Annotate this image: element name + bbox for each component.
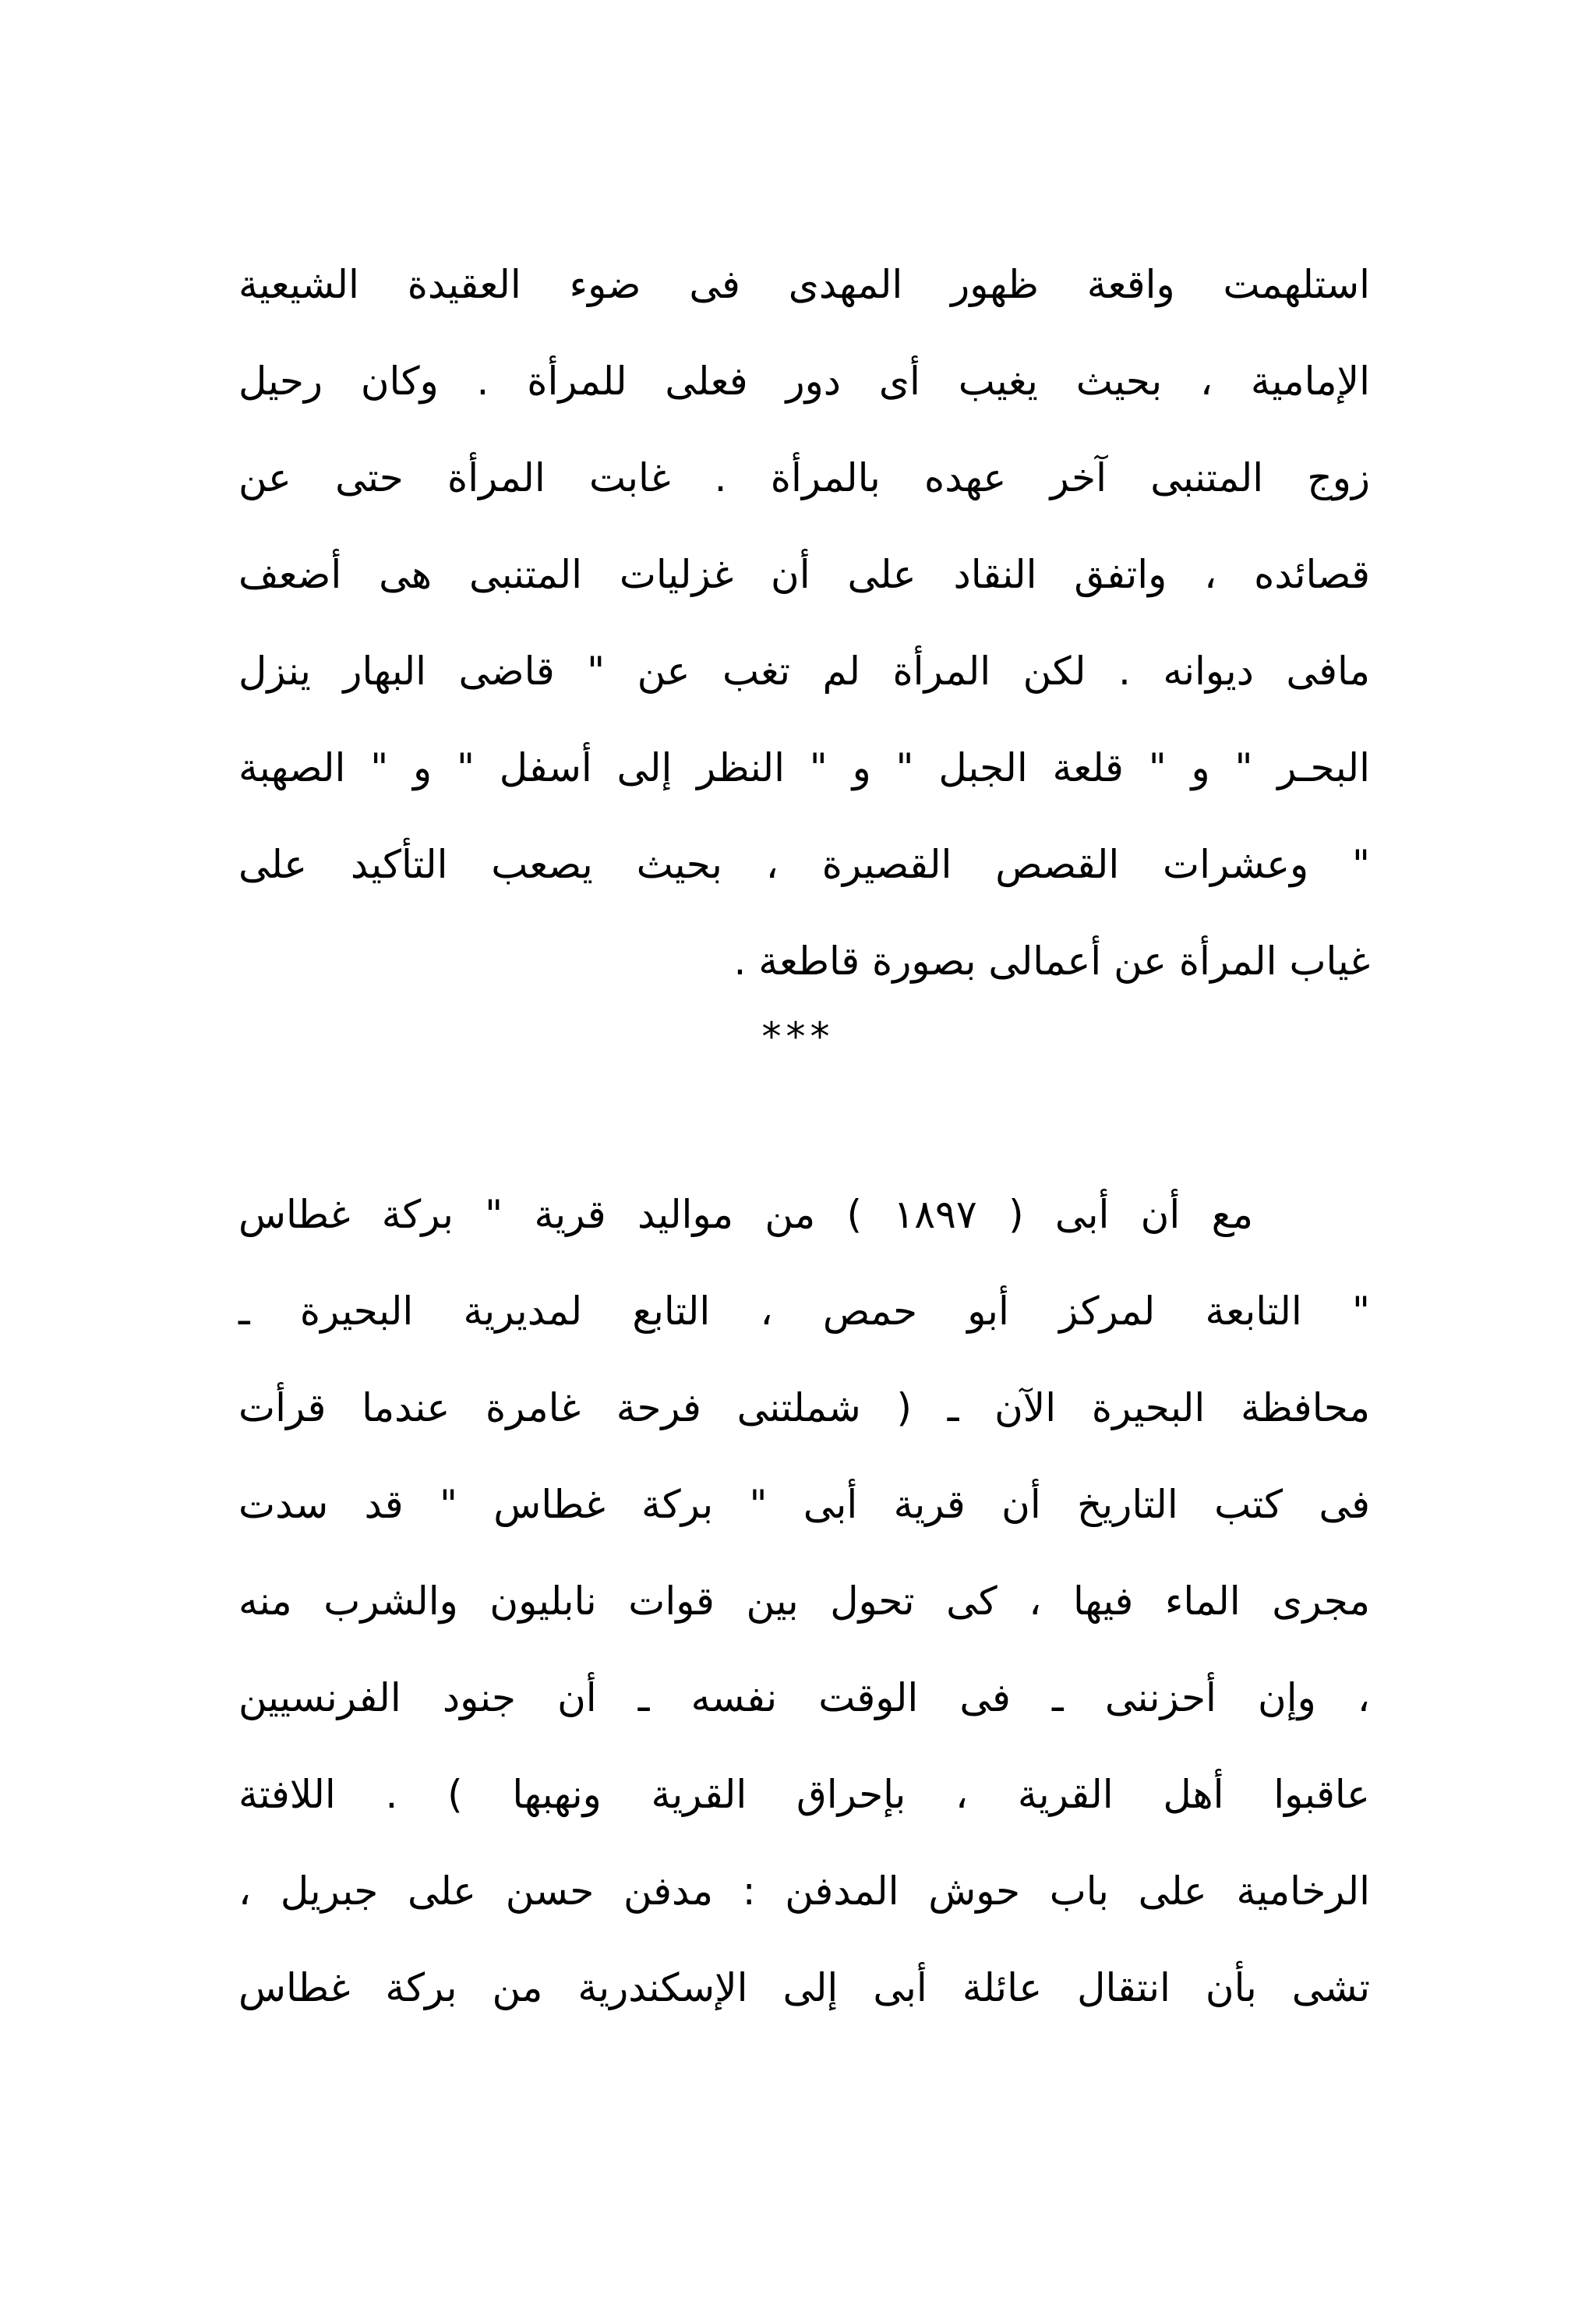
text-line: البحـر " و " قلعة الجبل " و " النظر إلى أسفل " و " الصهبة: [238, 745, 1370, 790]
text-line: فى كتب التاريخ أن قرية أبى " بركة غطاس " قد سدت: [238, 1482, 1370, 1527]
text-line: الرخامية على باب حوش المدفن : مدفن حسن على جبريل ،: [238, 1868, 1370, 1914]
section-separator: ***: [761, 1014, 835, 1059]
text-line: مافى ديوانه . لكن المرأة لم تغب عن " قاضى البهار ينزل: [238, 649, 1370, 694]
text-line: محافظة البحيرة الآن ـ ( شملتنى فرحة غامرة عندما قرأت: [238, 1385, 1370, 1430]
paragraph-1: [238, 236, 1370, 1009]
text-line: مع أن أبى ( ١٨٩٧ ) من مواليد قرية " بركة غطاس: [238, 1192, 1253, 1237]
text-line: غياب المرأة عن أعمالى بصورة قاطعة .: [733, 939, 1370, 984]
text-line: الإمامية ، بحيث يغيب أى دور فعلى للمرأة . وكان رحيل: [238, 359, 1370, 404]
paragraph-2: [238, 1166, 1370, 2036]
text-line: قصائده ، واتفق النقاد على أن غزليات المتنبى هى أضعف: [238, 552, 1370, 597]
text-line: " التابعة لمركز أبو حمص ، التابع لمديرية البحيرة ـ: [238, 1289, 1370, 1334]
text-line: " وعشرات القصص القصيرة ، بحيث يصعب التأكيد على: [238, 842, 1370, 887]
text-line: ، وإن أحزننى ـ فى الوقت نفسه ـ أن جنود الفرنسيين: [238, 1675, 1370, 1720]
text-line: عاقبوا أهل القرية ، بإحراق القرية ونهبها ) . اللافتة: [238, 1772, 1370, 1817]
text-line: زوج المتنبى آخر عهده بالمرأة . غابت المرأة حتى عن: [238, 455, 1370, 500]
text-line: استلهمت واقعة ظهور المهدى فى ضوء العقيدة الشيعية: [238, 262, 1370, 307]
text-line: تشى بأن انتقال عائلة أبى إلى الإسكندرية من بركة غطاس: [238, 1965, 1370, 2010]
text-line: مجرى الماء فيها ، كى تحول بين قوات نابليون والشرب منه: [238, 1579, 1370, 1624]
